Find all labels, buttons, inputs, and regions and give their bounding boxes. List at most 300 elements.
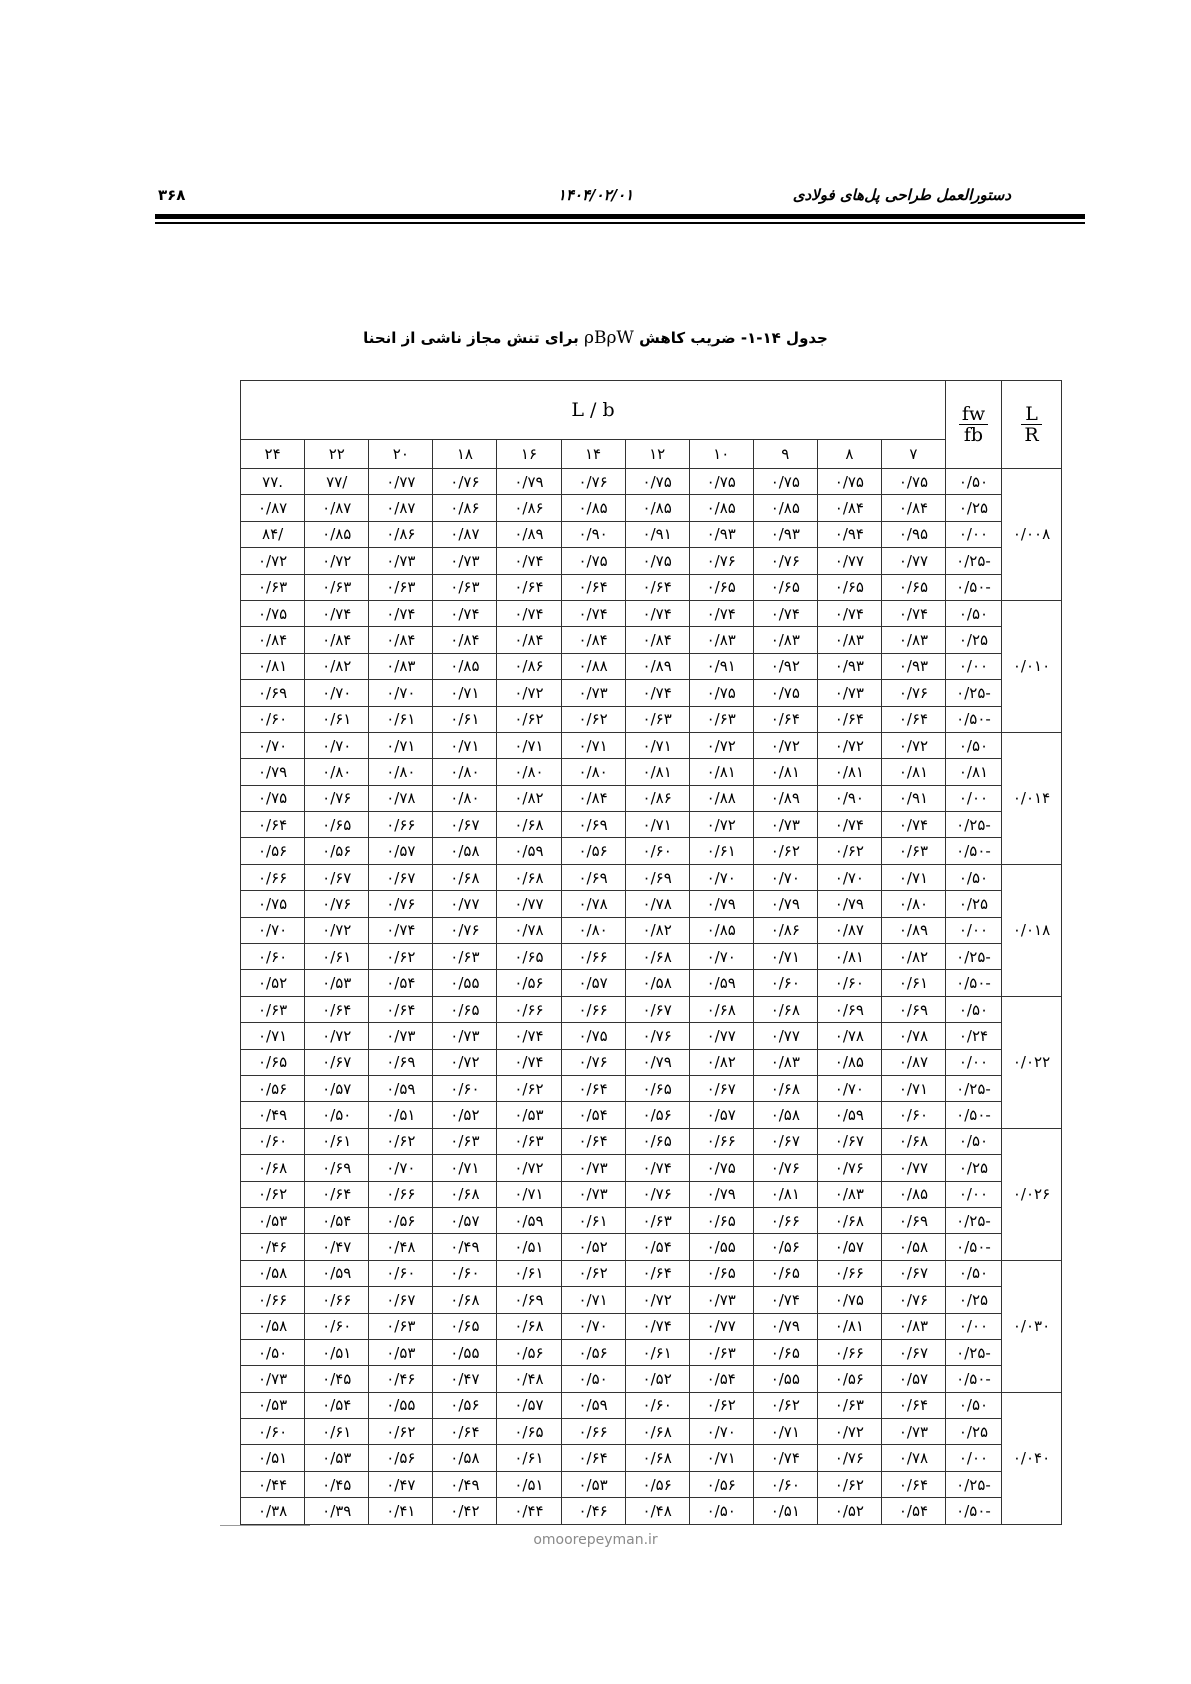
factor-cell: ۰/۶۴ (305, 1181, 369, 1207)
factor-cell: ۰/۵۸ (241, 1313, 305, 1339)
factor-cell: ۰/۶۴ (561, 1445, 625, 1471)
factor-cell: ۰/۶۱ (497, 1260, 561, 1286)
factor-cell: ۰/۸۰ (433, 785, 497, 811)
factor-cell: ۰/۵۹ (817, 1102, 881, 1128)
factor-cell: ۰/۶۷ (369, 1287, 433, 1313)
table-row (241, 944, 1062, 970)
factor-cell: ۰/۶۵ (241, 1049, 305, 1075)
factor-cell: ۰/۷۴ (689, 600, 753, 626)
factor-cell: ۰/۷۷ (753, 1023, 817, 1049)
factor-cell: ۰/۷۴ (625, 680, 689, 706)
factor-cell: ۰/۵۲ (817, 1498, 881, 1524)
factor-cell: ۰/۸۴ (433, 627, 497, 653)
factor-cell: ۰/۶۱ (305, 1419, 369, 1445)
factor-cell: ۰/۶۱ (881, 970, 945, 996)
factor-cell: ۰/۶۲ (689, 1392, 753, 1418)
factor-cell: ۰/۵۶ (497, 1339, 561, 1365)
factor-cell: ۰/۷۳ (881, 1419, 945, 1445)
factor-cell: ۰/۷۰ (817, 1075, 881, 1101)
lb-value-header: ۱۴ (561, 440, 625, 469)
fw-ratio-cell: ۰/۰۰ (946, 1313, 1002, 1339)
lb-value-header: ۸ (817, 440, 881, 469)
table-row (241, 1049, 1062, 1075)
factor-cell: ۰/۶۶ (561, 944, 625, 970)
factor-cell: ۰/۸۳ (817, 627, 881, 653)
factor-cell: ۰/۸۰ (881, 891, 945, 917)
factor-cell: ۰/۵۴ (305, 1207, 369, 1233)
fw-header-den: fb (963, 424, 984, 446)
lr-header-num: L (1021, 404, 1041, 425)
fw-ratio-cell: -۰/۵۰ (946, 1234, 1002, 1260)
factor-cell: ۰/۸۴ (561, 627, 625, 653)
factor-cell: ۰/۷۱ (433, 732, 497, 758)
factor-cell: ۰/۶۸ (497, 1313, 561, 1339)
factor-cell: ۰/۶۹ (561, 864, 625, 890)
factor-cell: ۰/۷۹ (753, 1313, 817, 1339)
fw-ratio-cell: ۰/۵۰ (946, 600, 1002, 626)
factor-cell: ۰/۸۵ (689, 495, 753, 521)
fw-ratio-cell: -۰/۵۰ (946, 1366, 1002, 1392)
factor-cell: ۰/۶۸ (817, 1207, 881, 1233)
header-rule-thin (155, 222, 1085, 224)
factor-cell: ۰/۶۵ (689, 1207, 753, 1233)
factor-cell: ۰/۶۴ (625, 1260, 689, 1286)
factor-cell: ۰/۸۹ (753, 785, 817, 811)
fw-ratio-cell: ۰/۲۵ (946, 627, 1002, 653)
fw-ratio-cell: ۰/۰۰ (946, 917, 1002, 943)
factor-cell: ۰/۶۶ (497, 996, 561, 1022)
factor-cell: ۰/۷۸ (369, 785, 433, 811)
fw-ratio-cell: -۰/۲۵ (946, 548, 1002, 574)
fw-ratio-cell: ۰/۵۰ (946, 732, 1002, 758)
factor-cell: ۰/۵۲ (561, 1234, 625, 1260)
factor-cell: ۰/۶۸ (625, 1419, 689, 1445)
factor-cell: ۰/۷۷ (369, 469, 433, 495)
factor-cell: ۰/۷۵ (561, 548, 625, 574)
factor-cell: ۰/۶۳ (369, 574, 433, 600)
fw-ratio-cell: ۰/۵۰ (946, 996, 1002, 1022)
factor-cell: ۰/۶۱ (433, 706, 497, 732)
factor-cell: ۰/۶۴ (753, 706, 817, 732)
factor-cell: ۰/۷۴ (753, 600, 817, 626)
factor-cell: ۰/۵۸ (625, 970, 689, 996)
factor-cell: ۰/۵۲ (241, 970, 305, 996)
factor-cell: ۰/۶۴ (369, 996, 433, 1022)
factor-cell: ۰/۶۰ (625, 1392, 689, 1418)
factor-cell: ۰/۷۶ (753, 548, 817, 574)
factor-cell: ۰/۷۶ (561, 469, 625, 495)
factor-cell: ۰/۸۳ (881, 1313, 945, 1339)
factor-cell: ۰/۵۳ (241, 1392, 305, 1418)
factor-cell: ۰/۷۲ (625, 1287, 689, 1313)
lb-value-header: ۱۸ (433, 440, 497, 469)
header-rule-thick (155, 214, 1085, 219)
factor-cell: ۰/۶۳ (241, 996, 305, 1022)
lb-value-header: ۷ (881, 440, 945, 469)
factor-cell: ۰/۶۹ (881, 996, 945, 1022)
fw-ratio-cell: ۰/۵۰ (946, 1260, 1002, 1286)
factor-cell: ۰/۷۳ (561, 1181, 625, 1207)
factor-cell: ۰/۶۸ (497, 864, 561, 890)
factor-cell: ۰/۷۳ (817, 680, 881, 706)
factor-cell: ۰/۶۲ (561, 706, 625, 732)
factor-cell: ۰/۷۷ (881, 548, 945, 574)
factor-cell: ۰/۷۵ (241, 891, 305, 917)
factor-cell: ۰/۶۵ (497, 944, 561, 970)
lr-value-cell: ۰/۰۰۸ (1002, 469, 1062, 601)
factor-cell: ۰/۷۶ (369, 891, 433, 917)
factor-cell: ۰/۶۱ (305, 706, 369, 732)
factor-cell: ۰/۶۴ (433, 1419, 497, 1445)
factor-cell: ۰/۶۷ (369, 864, 433, 890)
factor-cell: ۰/۸۷ (369, 495, 433, 521)
factor-cell: ۰/۷۲ (753, 732, 817, 758)
factor-cell: ۰/۵۸ (881, 1234, 945, 1260)
factor-cell: ۰/۸۰ (561, 917, 625, 943)
factor-cell: ۰/۷۴ (369, 917, 433, 943)
factor-cell: ۰/۷۳ (241, 1366, 305, 1392)
factor-cell: ۰/۶۵ (625, 1075, 689, 1101)
factor-cell: ۰/۸۳ (689, 627, 753, 653)
factor-cell: ۰/۸۳ (753, 627, 817, 653)
factor-cell: ۰/۸۵ (625, 495, 689, 521)
lb-value-header: ۱۰ (689, 440, 753, 469)
fw-ratio-cell: ۰/۰۰ (946, 653, 1002, 679)
factor-cell: ۰/۶۵ (881, 574, 945, 600)
factor-cell: ۰/۵۸ (241, 1260, 305, 1286)
table-row (241, 812, 1062, 838)
table-row (241, 1260, 1062, 1286)
factor-cell: ۰/۶۰ (241, 1419, 305, 1445)
factor-cell: ۰/۶۳ (433, 574, 497, 600)
factor-cell: ۰/۷۱ (561, 732, 625, 758)
factor-cell: ۰/۸۴ (497, 627, 561, 653)
factor-cell: ۰/۴۹ (433, 1471, 497, 1497)
factor-cell: ۰/۶۶ (561, 1419, 625, 1445)
factor-cell: ۰/۶۱ (689, 838, 753, 864)
factor-cell: ۰/۷۲ (689, 812, 753, 838)
factor-cell: ۰/۶۹ (817, 996, 881, 1022)
factor-cell: ۰/۵۳ (305, 1445, 369, 1471)
fw-header-num: fw (959, 404, 988, 425)
factor-cell: ۰/۷۶ (881, 1287, 945, 1313)
factor-cell: ۰/۵۵ (753, 1366, 817, 1392)
factor-cell: ۰/۵۶ (433, 1392, 497, 1418)
table-row (241, 996, 1062, 1022)
rho-symbol: ρBρW (583, 328, 634, 348)
factor-cell: ۰/۴۹ (241, 1102, 305, 1128)
factor-cell: ۰/۶۸ (433, 864, 497, 890)
table-title-suffix: برای تنش مجاز ناشی از انحنا (363, 329, 579, 347)
fw-ratio-cell: ۰/۲۵ (946, 495, 1002, 521)
table-row (241, 1445, 1062, 1471)
factor-cell: ۰/۶۵ (625, 1128, 689, 1154)
factor-cell: ۰/۵۶ (369, 1207, 433, 1233)
factor-cell: ۰/۷۱ (241, 1023, 305, 1049)
table-row (241, 680, 1062, 706)
factor-cell: ۰/۵۵ (433, 970, 497, 996)
factor-cell: ۰/۶۹ (497, 1287, 561, 1313)
factor-cell: ۰/۷۱ (625, 732, 689, 758)
factor-cell: ۰/۷۱ (433, 680, 497, 706)
factor-cell: ۰/۷۶ (625, 1181, 689, 1207)
table-row (241, 1392, 1062, 1418)
lr-value-cell: ۰/۰۴۰ (1002, 1392, 1062, 1524)
factor-cell: ۰/۷۶ (817, 1155, 881, 1181)
factor-cell: ۰/۵۷ (305, 1075, 369, 1101)
factor-cell: ۰/۵۶ (625, 1471, 689, 1497)
factor-cell: ۰/۵۷ (817, 1234, 881, 1260)
factor-cell: ۰/۹۱ (625, 521, 689, 547)
fw-ratio-cell: -۰/۵۰ (946, 706, 1002, 732)
factor-cell: ۰/۶۶ (369, 812, 433, 838)
factor-cell: ۰/۷۱ (625, 812, 689, 838)
factor-cell: ۰/۶۴ (305, 996, 369, 1022)
factor-cell: ۰/۷۵ (241, 785, 305, 811)
factor-cell: ۰/۶۴ (881, 706, 945, 732)
factor-cell: ۰/۶۲ (753, 1392, 817, 1418)
factor-cell: ۰/۷۶ (625, 1023, 689, 1049)
factor-cell: ۰/۷۸ (561, 891, 625, 917)
factor-cell: ۰/۷۷ (881, 1155, 945, 1181)
factor-cell: ۰/۹۳ (881, 653, 945, 679)
factor-cell: ۰/۴۷ (305, 1234, 369, 1260)
factor-cell: ۰/۶۷ (881, 1260, 945, 1286)
factor-cell: ۰/۵۰ (241, 1339, 305, 1365)
table-row (241, 653, 1062, 679)
factor-cell: ۰/۷۱ (497, 732, 561, 758)
factor-cell: ۰/۴۸ (369, 1234, 433, 1260)
factor-cell: ۰/۸۲ (305, 653, 369, 679)
fw-ratio-cell: ۰/۵۰ (946, 1392, 1002, 1418)
factor-cell: ۰/۹۰ (817, 785, 881, 811)
factor-cell: ۰/۵۶ (817, 1366, 881, 1392)
table-row (241, 732, 1062, 758)
factor-cell: ۰/۵۹ (305, 1260, 369, 1286)
factor-cell: ۰/۸۰ (369, 759, 433, 785)
factor-cell: ۰/۶۵ (753, 1260, 817, 1286)
factor-cell: ۰/۸۲ (625, 917, 689, 943)
lb-value-header: ۲۴ (241, 440, 305, 469)
factor-cell: ۰/۵۰ (561, 1366, 625, 1392)
factor-cell: ۰/۶۷ (305, 1049, 369, 1075)
factor-cell: ۰/۷۶ (689, 548, 753, 574)
factor-cell: ۰/۸۶ (433, 495, 497, 521)
factor-cell: ۰/۵۱ (497, 1471, 561, 1497)
factor-cell: ۰/۶۴ (817, 706, 881, 732)
table-row (241, 574, 1062, 600)
factor-cell: ۰/۴۶ (369, 1366, 433, 1392)
factor-cell: ۰/۶۸ (625, 944, 689, 970)
table-row (241, 627, 1062, 653)
factor-cell: ۰/۵۶ (497, 970, 561, 996)
factor-cell: ۰/۶۷ (753, 1128, 817, 1154)
factor-cell: ۰/۵۱ (305, 1339, 369, 1365)
factor-cell: ۰/۶۴ (881, 1392, 945, 1418)
factor-cell: ۰/۷۱ (881, 1075, 945, 1101)
factor-cell: ۰/۶۳ (689, 1339, 753, 1365)
factor-cell: ۰/۶۶ (241, 1287, 305, 1313)
fw-ratio-cell: -۰/۵۰ (946, 574, 1002, 600)
table-row (241, 1181, 1062, 1207)
factor-cell: ۰/۷۴ (497, 1023, 561, 1049)
factor-cell: ۰/۷۳ (369, 1023, 433, 1049)
factor-cell: ۰/۶۶ (689, 1128, 753, 1154)
fw-ratio-cell: -۰/۲۵ (946, 944, 1002, 970)
factor-cell: ۰/۶۸ (753, 996, 817, 1022)
fw-ratio-cell: ۰/۸۱ (946, 759, 1002, 785)
fw-ratio-cell: ۰/۵۰ (946, 1128, 1002, 1154)
table-row (241, 1471, 1062, 1497)
factor-cell: ۰/۸۵ (689, 917, 753, 943)
factor-cell: ۰/۶۰ (241, 944, 305, 970)
factor-cell: ۰/۷۴ (497, 548, 561, 574)
factor-cell: ۰/۸۱ (817, 759, 881, 785)
factor-cell: ۰/۵۵ (369, 1392, 433, 1418)
fw-fb-header (946, 381, 1002, 469)
factor-cell: ۰/۴۷ (369, 1471, 433, 1497)
factor-cell: ۰/۸۷ (881, 1049, 945, 1075)
factor-cell: ۰/۶۸ (753, 1075, 817, 1101)
factor-cell: ۰/۷۱ (689, 1445, 753, 1471)
factor-cell: ۰/۴۴ (497, 1498, 561, 1524)
factor-cell: ۰/۵۱ (369, 1102, 433, 1128)
factor-cell: ۰/۶۱ (305, 1128, 369, 1154)
fw-ratio-cell: ۰/۰۰ (946, 1445, 1002, 1471)
table-row (241, 891, 1062, 917)
fw-ratio-cell: -۰/۲۵ (946, 1339, 1002, 1365)
factor-cell: ۰/۶۲ (497, 1075, 561, 1101)
factor-cell: ۰/۷۳ (689, 1287, 753, 1313)
factor-cell: ۰/۵۹ (497, 1207, 561, 1233)
factor-cell: ۰/۷۳ (433, 548, 497, 574)
lr-value-cell: ۰/۰۱۸ (1002, 864, 1062, 996)
factor-cell: ۰/۷۱ (561, 1287, 625, 1313)
factor-cell: ۰/۷۲ (433, 1049, 497, 1075)
fw-ratio-cell: ۰/۲۵ (946, 1419, 1002, 1445)
factor-cell: ۰/۷۷ (497, 891, 561, 917)
factor-cell: ۰/۸۲ (497, 785, 561, 811)
table-row (241, 759, 1062, 785)
factor-cell: ۰/۶۷ (433, 812, 497, 838)
factor-cell: ۰/۸۱ (817, 1313, 881, 1339)
factor-cell: ۰/۶۷ (305, 864, 369, 890)
factor-cell: ۰/۸۲ (689, 1049, 753, 1075)
factor-cell: ۰/۴۵ (305, 1366, 369, 1392)
factor-cell: ۰/۷۴ (433, 600, 497, 626)
factor-cell: ۰/۶۳ (817, 1392, 881, 1418)
factor-cell: ۰/۷۹ (497, 469, 561, 495)
book-title: دستورالعمل طراحی پل‌های فولادی (792, 186, 1011, 204)
factor-cell: ۰/۶۳ (497, 1128, 561, 1154)
factor-cell: ۰/۷۰ (561, 1313, 625, 1339)
factor-cell: ۰/۷۵ (689, 469, 753, 495)
factor-cell: ۰/۶۲ (817, 838, 881, 864)
factor-cell: ۰/۵۳ (497, 1102, 561, 1128)
factor-cell: ۰/۶۵ (433, 996, 497, 1022)
table-row (241, 1075, 1062, 1101)
factor-cell: ۰/۶۴ (561, 1075, 625, 1101)
table-row (241, 495, 1062, 521)
factor-cell: ۰/۶۸ (689, 996, 753, 1022)
factor-cell: ۰/۶۰ (881, 1102, 945, 1128)
factor-cell: ۰/۷۱ (433, 1155, 497, 1181)
factor-cell: ۰/۸۳ (881, 627, 945, 653)
factor-cell: ۰/۵۸ (753, 1102, 817, 1128)
factor-cell: ۰/۵۷ (689, 1102, 753, 1128)
factor-cell: ۰/۶۳ (305, 574, 369, 600)
table-row (241, 600, 1062, 626)
factor-cell: ۰/۷۴ (497, 600, 561, 626)
factor-cell: ۰/۵۴ (689, 1366, 753, 1392)
factor-cell: ۰/۷۴ (817, 812, 881, 838)
factor-cell: ۰/۷۶ (817, 1445, 881, 1471)
factor-cell: ۰/۸۰ (433, 759, 497, 785)
factor-cell: ۰/۵۳ (561, 1471, 625, 1497)
factor-cell: ۰/۸۵ (305, 521, 369, 547)
factor-cell: ۰/۶۲ (369, 944, 433, 970)
factor-cell: ۰/۷۰ (241, 917, 305, 943)
factor-cell: ۰/۷۰ (817, 864, 881, 890)
factor-cell: ۰/۴۹ (433, 1234, 497, 1260)
table-row (241, 521, 1062, 547)
factor-cell: ۰/۶۹ (369, 1049, 433, 1075)
factor-cell: ۰/۷۷ (689, 1023, 753, 1049)
factor-cell: ۰/۳۸ (241, 1498, 305, 1524)
factor-cell: ۰/۶۰ (625, 838, 689, 864)
table-row (241, 970, 1062, 996)
factor-cell: ۰/۶۲ (369, 1128, 433, 1154)
factor-cell: ۰/۶۸ (433, 1287, 497, 1313)
factor-cell: ۰/۸۵ (561, 495, 625, 521)
factor-cell: ۰/۶۳ (433, 944, 497, 970)
factor-cell: ۰/۵۸ (433, 1445, 497, 1471)
factor-cell: ۰/۹۳ (817, 653, 881, 679)
factor-cell: ۰/۷۲ (497, 680, 561, 706)
factor-cell: ۰/۷۳ (753, 812, 817, 838)
factor-cell: ۰/۶۳ (689, 706, 753, 732)
factor-cell: ۰/۶۳ (625, 1207, 689, 1233)
table-row (241, 1207, 1062, 1233)
factor-cell: ۰/۵۶ (369, 1445, 433, 1471)
header-date: ۱۴۰۴/۰۲/۰۱ (557, 186, 634, 204)
factor-cell: ۰/۷۷ (817, 548, 881, 574)
factor-cell: ۰/۷۱ (497, 1181, 561, 1207)
factor-cell: ۰/۵۳ (241, 1207, 305, 1233)
factor-cell: ۰/۷۴ (753, 1287, 817, 1313)
factor-cell: ۰/۷۶ (305, 891, 369, 917)
factor-cell: ۰/۹۴ (817, 521, 881, 547)
factor-cell: ۰/۸۱ (241, 653, 305, 679)
factor-cell: ۰/۷۲ (881, 732, 945, 758)
factor-cell: ۰/۵۴ (561, 1102, 625, 1128)
factor-cell: ۰/۸۵ (817, 1049, 881, 1075)
factor-cell: ۰/۶۲ (369, 1419, 433, 1445)
fw-ratio-cell: ۰/۲۴ (946, 1023, 1002, 1049)
factor-cell: ۰/۶۳ (241, 574, 305, 600)
factor-cell: ۰/۸۶ (497, 653, 561, 679)
factor-cell: ۰/۶۴ (625, 574, 689, 600)
factor-cell: ۰/۶۲ (817, 1471, 881, 1497)
factor-cell: ۰/۶۰ (305, 1313, 369, 1339)
factor-cell: ۰/۷۱ (369, 732, 433, 758)
factor-cell: ۰/۶۵ (497, 1419, 561, 1445)
factor-cell: ۰/۷۳ (561, 680, 625, 706)
factor-cell: ۰/۹۲ (753, 653, 817, 679)
factor-cell: ۰/۶۳ (369, 1313, 433, 1339)
table-row (241, 838, 1062, 864)
factor-cell: ۰/۶۳ (433, 1128, 497, 1154)
